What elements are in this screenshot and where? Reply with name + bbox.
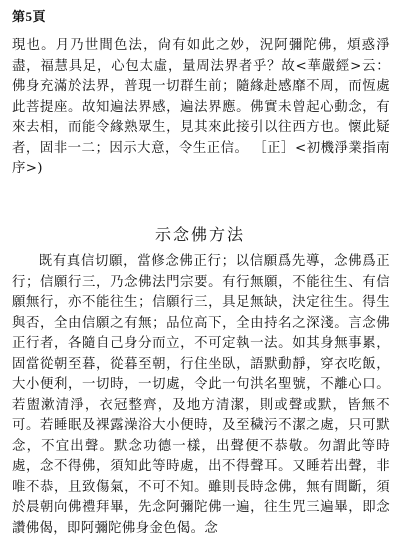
section-title: 示念佛方法 [154, 225, 245, 244]
body-paragraph: 既有真信切願，當修念佛正行；以信願爲先導，念佛爲正行；信願行三，乃念佛法門宗要。有行無願，不能往生、有信願無行，亦不能往生；信願行三，具足無缺，決定往生。得生與否，全由信願之有無；品位高下，全由持名之深淺。言念佛正行者，各隨自己身分而立，不可定執一法。如其身無事累，固當從朝至暮，從暮至朝，行住坐臥，語默動靜，穿衣吃飯，大小便利，一切時，一切處，令此一句洪名聖號，不離心口。若盥漱清淨，衣冠整齊，及地方清潔，則或聲或默，皆無不可。若睡眠及裸露澡浴大小便時，及至穢污不潔之處，只可默念，不宜出聲。默念功德一樣，出聲便不恭敬。勿謂此等時處，念不得佛，須知此等時處，出不得聲耳。又睡若出聲，非唯不恭，且致傷氣，不可不知。雖則長時念佛，無有間斷，須於晨朝向佛禮拜畢，先念阿彌陀佛一遍，往生咒三遍畢，即念讚佛偈，即阿彌陀佛身金色偈。念 [12, 254, 390, 536]
intro-paragraph: 現也。月乃世間色法，尙有如此之妙，況阿彌陀佛，煩惑淨盡，福慧具足，心包太虛，量周法界者乎？故<華嚴經>云：佛身充滿於法界，普現一切群生前；隨緣赴感靡不周，而恆處此菩提座。故知遍法界感，遍法界應。佛實未曾起心動念，有來去相，而能令緣熟眾生，見其來此接引以往西方也。懷此疑者，固非一二；因示大意，令生正信。 ［正］<初機淨業指南序>) [12, 38, 390, 176]
page-number: 第5頁 [12, 9, 47, 24]
